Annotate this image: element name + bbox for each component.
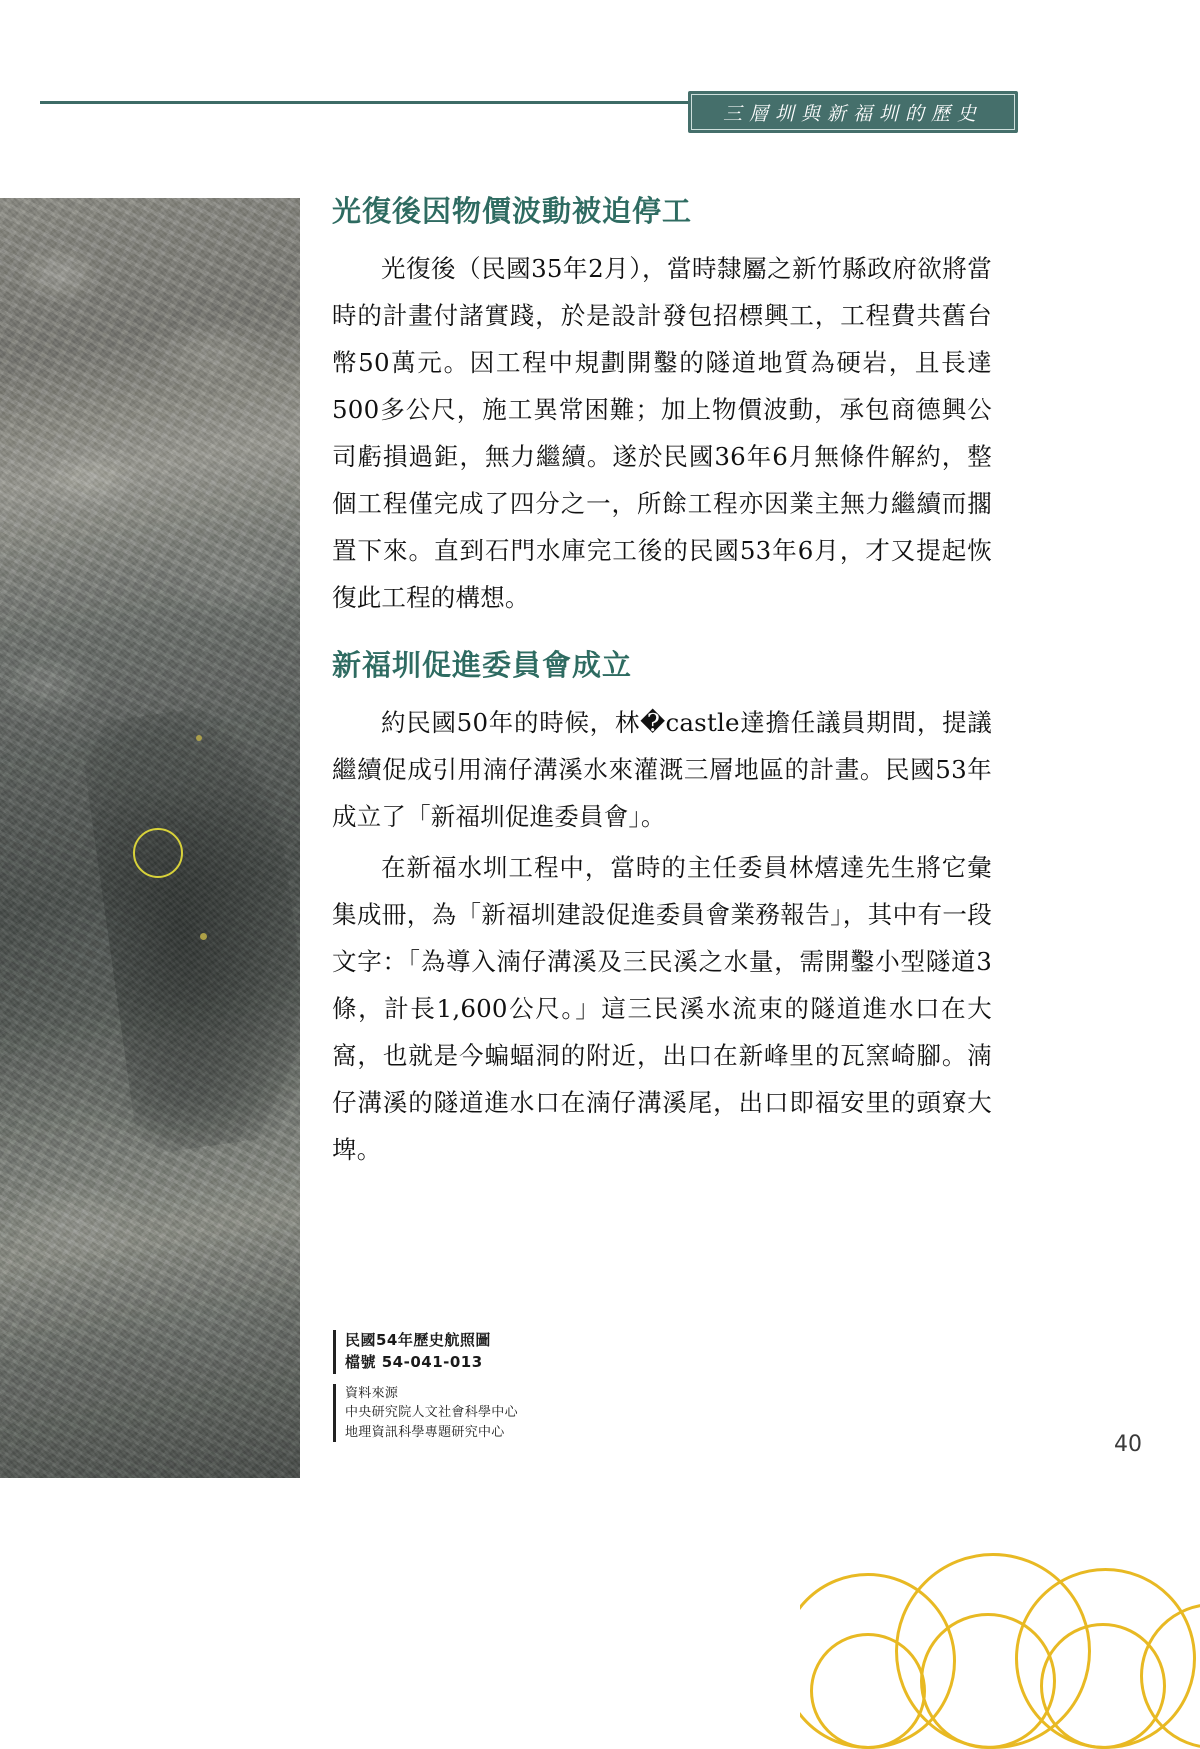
section-2-paragraph-1: 約民國50年的時候，林�castle達擔任議員期間，提議繼續促成引用湳仔溝溪水來灌溉三層地區的計畫。民國53年成立了「新福圳促進委員會」。 (332, 707, 992, 831)
photo-highlight-circle-annotation (133, 828, 183, 878)
section-2-paragraph-2: 在新福水圳工程中，當時的主任委員林熺達先生將它彙集成冊，為「新福圳建設促進委員會業務報告」，其中有一段文字：「為導入湳仔溝溪及三民溪之水量，需開鑿小型隧道3條，計長1,600公尺。」這三民溪水流束的隧道進水口在大窩，也就是今蝙蝠洞的附近，出口在新峰里的瓦窯崎腳。湳仔溝溪的隧道進水口在湳仔溝溪尾，出口即福安里的頭寮大埤。 (332, 852, 992, 1164)
photo-marker-dot-upper (196, 735, 202, 741)
section-heading-1: 光復後因物價波動被迫停工 (332, 194, 693, 228)
section-1-paragraph-1: 光復後（民國35年2月），當時隸屬之新竹縣政府欲將當時的計畫付諸實踐，於是設計發包招標興工，工程費共舊台幣50萬元。因工程中規劃開鑿的隧道地質為硬岩，且長達500多公尺，施工異常困難；加上物價波動，承包商德興公司虧損過鉅，無力繼續。遂於民國36年6月無條件解約，整個工程僅完成了四分之一，所餘工程亦因業主無力繼續而擱置下來。直到石門水庫完工後的民國53年6月，才又提起恢復此工程的構想。 (332, 253, 992, 612)
decorative-arcs-ornament (800, 1529, 1200, 1749)
photo-marker-dot-lower (200, 933, 207, 940)
figure-source-label: 資料來源 (345, 1385, 399, 1401)
running-title-tab (688, 91, 1018, 133)
running-title-text: 三層圳與新福圳的歷史 (722, 102, 983, 125)
section-heading-2: 新福圳促進委員會成立 (332, 647, 633, 682)
figure-caption-title-line1: 民國54年歷史航照圖 (345, 1331, 491, 1349)
figure-caption-title-block (333, 1330, 753, 1374)
figure-source-line1: 中央研究院人文社會科學中心 (345, 1405, 518, 1420)
figure-caption-title-line2: 檔號 54-041-013 (345, 1352, 483, 1371)
running-title-tab-inner (691, 94, 1015, 130)
figure-caption (333, 1330, 753, 1452)
figure-source-line2: 地理資訊科學專題研究中心 (345, 1424, 505, 1440)
article-body (332, 193, 992, 1177)
aerial-photo-figure (0, 198, 300, 1478)
figure-source-block (333, 1384, 753, 1443)
page-number: 40 (1114, 1432, 1142, 1457)
